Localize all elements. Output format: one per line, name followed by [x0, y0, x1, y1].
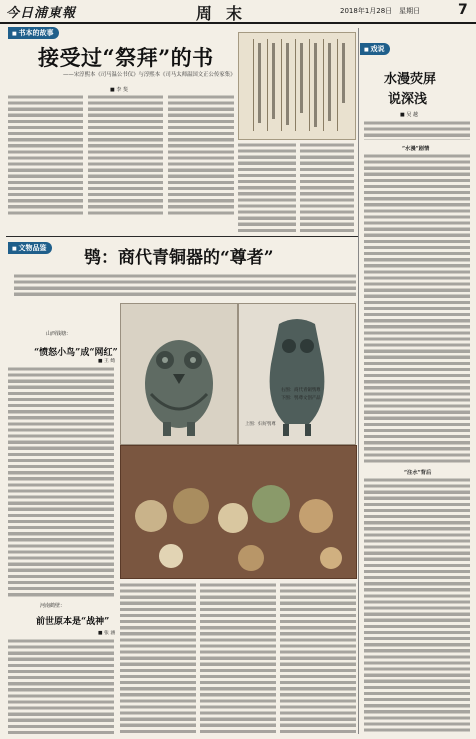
- sub2-column-1: [8, 638, 114, 736]
- drama-tag: ■ 戏说: [360, 43, 390, 55]
- sub1-column: [8, 366, 114, 598]
- issue-date: 2018年1月28日 星期日: [340, 7, 421, 15]
- column-divider: [358, 28, 359, 734]
- sub1-author: ■ 王 绮: [98, 359, 116, 364]
- sub1-region: 山西钱塘：: [46, 331, 72, 337]
- section-title: 周末: [196, 4, 257, 23]
- story2-lead: [14, 273, 356, 299]
- sub2-column-2: [120, 582, 196, 736]
- paper-name: 今日浦東報: [6, 6, 77, 21]
- owl-figurines-icon: [121, 446, 356, 578]
- drama-author: ■ 吴 越: [400, 112, 418, 118]
- owl-zun-photo: [238, 303, 356, 445]
- story1-subtitle: ——宋淳熙本《司马温公书仪》与淳熙本《司马太师温国文正公传家集》: [63, 72, 236, 78]
- caption-1: 上图：妇好鸮尊: [245, 422, 276, 427]
- caption-2: 右图：商代青铜鸮尊: [281, 388, 321, 393]
- drama-subhead-1: “水漫”剧情: [402, 146, 430, 152]
- story1-author: ■ 李 斐: [110, 87, 128, 93]
- story1-column-1: [8, 94, 83, 216]
- story1-column-4: [238, 142, 296, 234]
- section-divider: [6, 236, 358, 237]
- drama-lead: [364, 120, 470, 140]
- drama-title-line2: 说深浅: [388, 92, 428, 107]
- owl-bronze-photo: [120, 303, 238, 445]
- drama-title-line1: 水漫荧屏: [384, 72, 437, 87]
- story1-title: 接受过“祭拜”的书: [38, 45, 214, 70]
- sub2-region: 河南鹤壁：: [40, 603, 66, 609]
- ancient-book-photo: [238, 32, 356, 140]
- drama-column-1: [364, 153, 470, 463]
- sub2-title: 前世原本是“战神”: [36, 617, 110, 627]
- story1-column-3: [168, 94, 234, 216]
- caption-3: 下图：鸮尊文创产品: [281, 396, 321, 401]
- story2-title: 鸮：商代青铜器的“尊者”: [84, 248, 274, 268]
- story1-column-2: [88, 94, 163, 216]
- story1-tag: ■ 书本的故事: [8, 27, 59, 39]
- page-number: 7: [458, 2, 468, 18]
- sub2-column-4: [280, 582, 356, 736]
- sub1-title: “愤怒小鸟”成“网红”: [34, 348, 118, 358]
- story1-column-5: [300, 142, 354, 234]
- drama-subhead-2: “注水”背后: [404, 470, 432, 476]
- sub2-column-3: [200, 582, 276, 736]
- sub2-author: ■ 张 涵: [98, 631, 116, 636]
- owl-vessel-icon: [121, 304, 237, 444]
- story2-tag: ■ 文物品鉴: [8, 242, 52, 254]
- drama-column-2: [364, 477, 470, 733]
